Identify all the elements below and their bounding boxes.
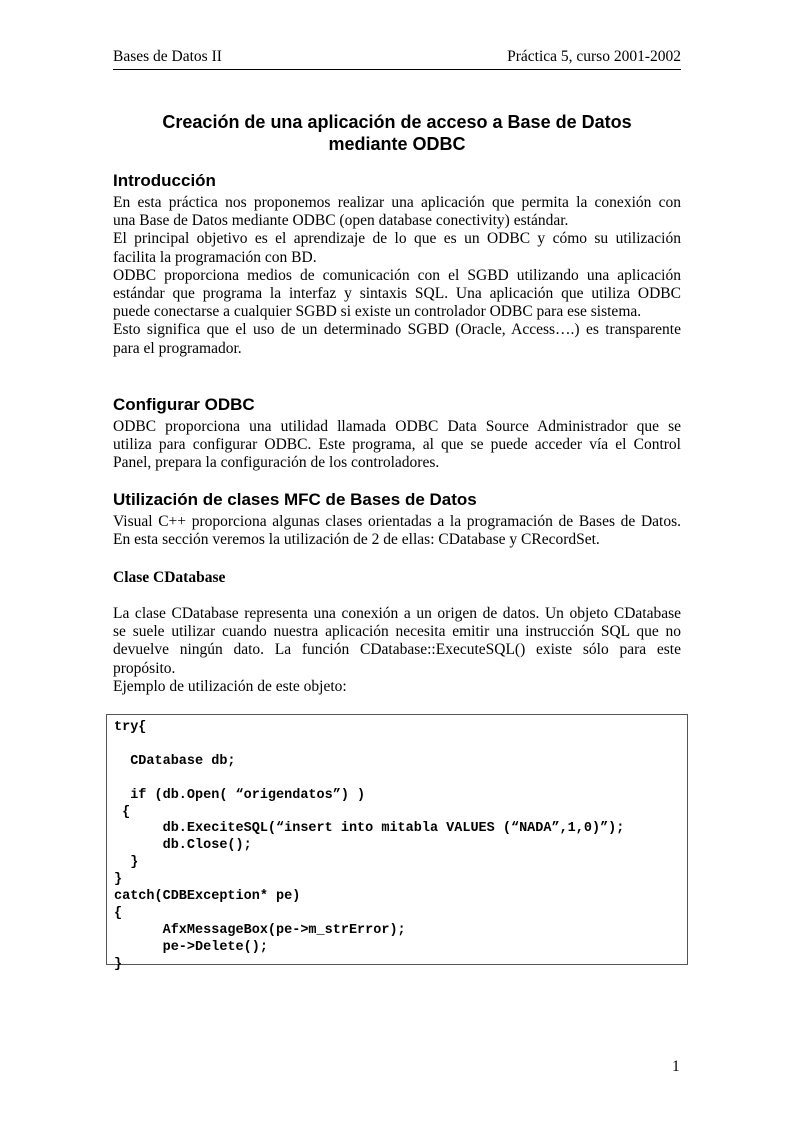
text-line: En esta práctica nos proponemos realizar una aplicación que permita la conexión con <box>113 194 681 211</box>
text-line: se suele utilizar cuando nuestra aplicación necesita emitir una instrucción SQL que no <box>113 623 681 641</box>
text-line: ODBC proporciona una utilidad llamada ODBC Data Source Administrador que se <box>113 418 681 435</box>
paragraph-configurar-odbc <box>113 418 681 473</box>
paragraph-clases-mfc <box>113 513 681 549</box>
text-line: propósito. <box>113 659 176 677</box>
heading-configurar-odbc: Configurar ODBC <box>113 395 255 414</box>
page-number: 1 <box>672 1058 680 1075</box>
title-line-1: Creación de una aplicación de acceso a Base de Datos <box>162 112 632 132</box>
heading-clase-cdatabase: Clase CDatabase <box>113 569 226 586</box>
header-practice: Práctica 5, curso 2001-2002 <box>507 48 681 65</box>
paragraph-introduccion <box>113 194 681 358</box>
code-example: try{ CDatabase db; if (db.Open( “origendatos”) ) { db.ExeciteSQL(“insert into mitabla VALUES (“NADA”,1,0)”); db.Close(); } } catch(CDBException* pe) { AfxMessageBox(pe->m_strError); pe->Delete(); } <box>114 720 625 972</box>
document-title <box>113 111 681 155</box>
text-line: devuelve ningún dato. La función CDatabase::ExecuteSQL() existe sólo para este <box>113 641 681 659</box>
text-line: Panel, prepara la configuración de los controladores. <box>113 454 440 472</box>
text-line: Esto significa que el uso de un determinado SGBD (Oracle, Access….) es transparente <box>113 321 681 339</box>
title-line-2: mediante ODBC <box>328 134 466 154</box>
text-line: El principal objetivo es el aprendizaje de lo que es un ODBC y cómo su utilización <box>113 230 681 248</box>
page-header <box>113 47 681 70</box>
text-line: una Base de Datos mediante ODBC (open database conectivity) estándar. <box>113 212 569 230</box>
heading-introduccion: Introducción <box>113 171 216 190</box>
header-course: Bases de Datos II <box>113 48 222 65</box>
code-example-box <box>106 714 688 972</box>
text-line: estándar que programa la interfaz y sintaxis SQL. Una aplicación que utiliza ODBC <box>113 285 681 303</box>
text-line: En esta sección veremos la utilización de 2 de ellas: CDatabase y CRecordSet. <box>113 531 600 549</box>
text-line: Ejemplo de utilización de este objeto: <box>113 677 347 695</box>
paragraph-clase-cdatabase <box>113 605 681 696</box>
text-line: La clase CDatabase representa una conexión a un origen de datos. Un objeto CDatabase <box>113 605 681 622</box>
heading-clases-mfc: Utilización de clases MFC de Bases de Datos <box>113 490 477 509</box>
text-line: puede conectarse a cualquier SGBD si existe un controlador ODBC para ese sistema. <box>113 303 642 321</box>
text-line: utiliza para configurar ODBC. Este programa, al que se puede acceder vía el Control <box>113 436 681 454</box>
text-line: ODBC proporciona medios de comunicación con el SGBD utilizando una aplicación <box>113 266 681 284</box>
text-line: facilita la programación con BD. <box>113 248 317 266</box>
text-line: Visual C++ proporciona algunas clases orientadas a la programación de Bases de Datos. <box>113 513 681 530</box>
text-line: para el programador. <box>113 339 242 357</box>
